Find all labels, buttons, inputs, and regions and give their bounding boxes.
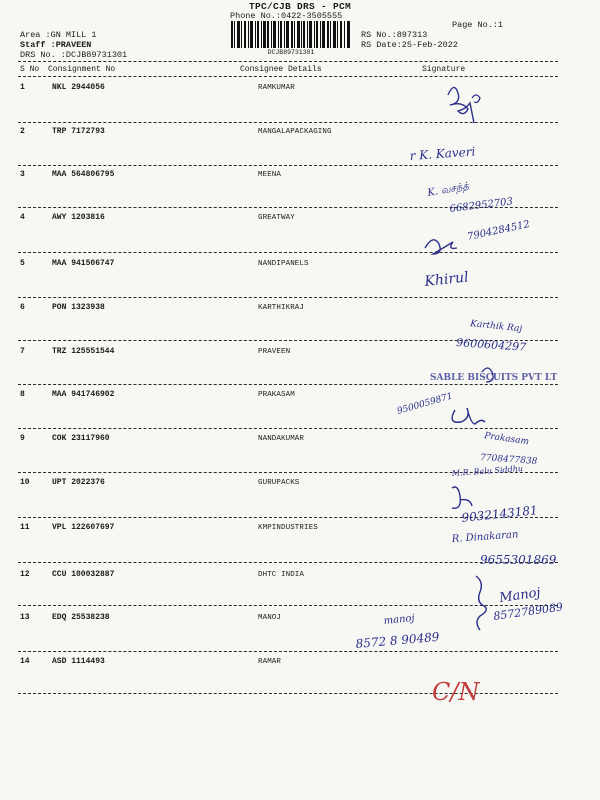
- signature-row-13-name: manoj: [383, 612, 416, 627]
- signature-scribble-10: [452, 487, 472, 508]
- row-consignment: PON 1323938: [52, 303, 105, 312]
- row-sno: 13: [20, 613, 30, 622]
- signature-scribble-1b: [472, 95, 480, 103]
- row-sno: 3: [20, 170, 25, 179]
- row-consignment: TRP 7172793: [52, 127, 105, 136]
- col-consignee: Consignee Details: [240, 65, 322, 74]
- row-consignee: MANOJ: [258, 614, 282, 622]
- signature-row-11-name: R. Dinakaran: [451, 529, 519, 545]
- row-consignee: KARTHIKRAJ: [258, 304, 305, 312]
- row-consignment: MAA 564806795: [52, 170, 115, 179]
- row-consignee: DHTC INDIA: [258, 571, 305, 579]
- signature-row-12-name: Manoj: [498, 585, 542, 606]
- row-consignee: NANDIPANELS: [258, 260, 309, 268]
- col-consignment: Consignment No: [48, 65, 116, 74]
- signature-row-8-name: Prakasam: [483, 431, 530, 448]
- row-consignment: EDQ 25538238: [52, 613, 110, 622]
- rs-date: RS Date:25-Feb-2022: [361, 40, 458, 50]
- signature-row-10-phone: 9032143181: [460, 503, 539, 525]
- signature-row-3-name: K. வசந்த்: [426, 180, 470, 199]
- signature-row-12-phone: 8572789089: [492, 600, 564, 623]
- area-label: Area :GN MILL 1: [20, 30, 97, 40]
- row-sno: 2: [20, 127, 25, 136]
- row-consignee: MANGALAPACKAGING: [258, 128, 332, 136]
- signature-row-2: r K. Kaveri: [409, 144, 476, 163]
- col-sno: S No: [20, 65, 40, 74]
- row-consignment: MAA 941746902: [52, 390, 115, 399]
- signature-scribble-1: [448, 87, 474, 123]
- barcode-number: DCJB89731301: [238, 48, 344, 58]
- row-sno: 10: [20, 478, 30, 487]
- signature-row-11-phone: 9655301869: [480, 553, 557, 567]
- signature-scribble-8: [452, 408, 485, 424]
- signature-row-4-phone: 7904284512: [466, 218, 531, 243]
- signature-scribble-4: [425, 240, 457, 254]
- row-consignee: RAMAR: [258, 658, 282, 666]
- signature-row-13-phone: 8572 8 90489: [355, 629, 440, 651]
- row-sno: 14: [20, 657, 30, 666]
- row-consignment: ASD 1114493: [52, 657, 105, 666]
- row-consignee: GREATWAY: [258, 214, 295, 222]
- row-sno: 5: [20, 259, 25, 268]
- row-consignment: CCU 100032887: [52, 570, 115, 579]
- row-sno: 11: [20, 523, 30, 532]
- row-consignee: PRAKASAM: [258, 391, 295, 399]
- row-consignment: NKL 2944056: [52, 83, 105, 92]
- signature-row-6-phone: 9600604297: [455, 336, 527, 354]
- document-title: TPC/CJB DRS - PCM: [248, 1, 351, 12]
- row-sno: 4: [20, 213, 25, 222]
- signature-row-9-name: M.R. Balu Siddhu: [451, 464, 524, 478]
- signature-row-14: C/N: [432, 678, 480, 706]
- signature-scribble-12: [476, 576, 486, 630]
- row-sno: 1: [20, 83, 25, 92]
- row-sno: 12: [20, 570, 30, 579]
- rs-number: RS No.:897313: [361, 30, 428, 40]
- row-consignee: MEENA: [258, 171, 282, 179]
- row-consignment: VPL 122607697: [52, 523, 115, 532]
- row-consignment: AWY 1203816: [52, 213, 105, 222]
- signature-row-3-phone: 6682952703: [449, 196, 514, 215]
- row-sno: 8: [20, 390, 25, 399]
- row-consignee: PRAVEEN: [258, 348, 291, 356]
- signature-row-6-name: Karthik Raj: [469, 319, 523, 335]
- page-number: Page No.:1: [452, 20, 504, 30]
- row-consignee: NANDAKUMAR: [258, 435, 305, 443]
- row-consignment: MAA 941506747: [52, 259, 115, 268]
- row-consignee: GURUPACKS: [258, 479, 300, 487]
- row-consignee: KMPINDUSTRIES: [258, 524, 318, 532]
- row-consignment: COK 23117960: [52, 434, 110, 443]
- company-stamp: SABLE BISCUITS PVT LT: [430, 373, 558, 383]
- phone-number: Phone No.:0422-3505555: [230, 11, 343, 21]
- row-sno: 6: [20, 303, 25, 312]
- signature-row-5: Khirul: [423, 269, 470, 290]
- staff-label: Staff :PRAVEEN: [20, 40, 92, 50]
- signature-row-8-phone: 9500059871: [396, 391, 454, 417]
- row-sno: 9: [20, 434, 25, 443]
- row-consignment: TRZ 125551544: [52, 347, 115, 356]
- row-consignee: RAMKUMAR: [258, 84, 295, 92]
- col-signature: Signature: [422, 65, 466, 74]
- signature-row-9-phone: 7708477838: [479, 453, 538, 467]
- drs-number: DRS No. :DCJB89731301: [20, 50, 128, 60]
- row-sno: 7: [20, 347, 25, 356]
- row-consignment: UPT 2022376: [52, 478, 105, 487]
